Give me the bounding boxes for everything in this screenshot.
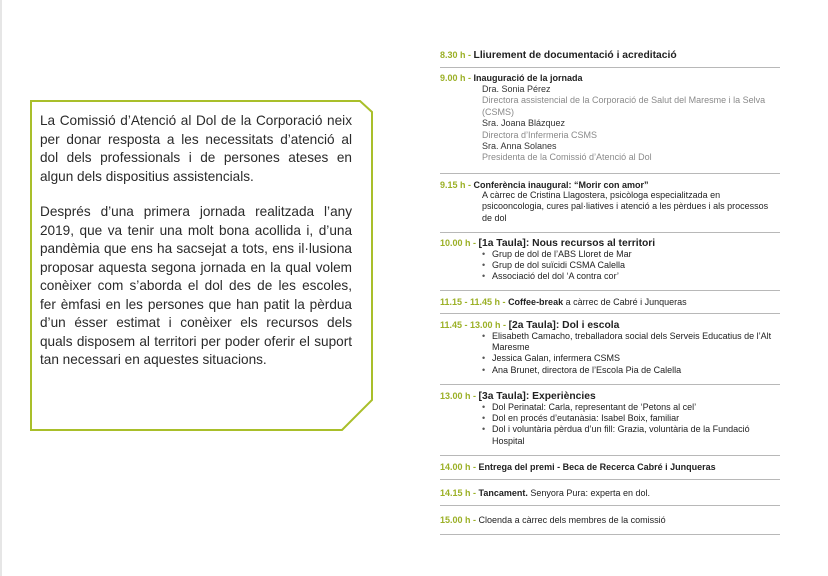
list-item: • Jessica Galan, infermera CSMS <box>440 353 780 364</box>
schedule-item-1000 <box>440 238 780 283</box>
time: 13.00 h - <box>440 391 477 401</box>
title: [3a Taula]: Experiències <box>478 391 596 402</box>
title: Coffee-break <box>508 297 564 307</box>
schedule-item-1115 <box>440 297 780 307</box>
title: Entrega del premi - Beca de Recerca Cabré i Junqueras <box>478 462 716 472</box>
time: 14.15 h - <box>440 488 477 498</box>
intro-text <box>40 112 352 387</box>
list-item: • Associació del dol ‘A contra cor’ <box>440 271 780 282</box>
divider <box>440 290 780 291</box>
schedule-item-1145 <box>440 320 780 376</box>
speaker-name: Dra. Sonia Pérez <box>482 84 551 94</box>
list-item: • Elisabeth Camacho, treballadora social dels Serveis Educatius de l’Alt Maresme <box>440 331 780 353</box>
title: Lliurement de documentació i acreditació <box>473 50 677 61</box>
divider <box>440 384 780 385</box>
divider <box>440 534 780 535</box>
schedule-item-0915 <box>440 180 780 224</box>
intro-box <box>30 100 370 430</box>
divider <box>440 232 780 233</box>
intro-paragraph-2: Després d’una primera jornada realitzada l’any 2019, que va tenir una molt bona acollida i, d’una pandèmia que ens ha sacsejat a tots, ens il·lusiona proposar aquesta segona jornada en la qual volem conèixer com s’aborda el dol des de les escoles, fer èmfasi en les persones que han patit la pèrdua d’un ésser estimat i conèixer els recursos dels quals disposem al territori per poder oferir el suport tan necessari en aquestes situacions. <box>40 204 352 367</box>
description: A càrrec de Cristina Llagostera, psicòloga especialitzada en psicooncologia, cures pal·liatives i atenció a les pèrdues i als processos de dol <box>482 190 769 223</box>
time: 10.00 h - <box>440 238 477 248</box>
schedule-item-1400 <box>440 462 780 472</box>
page-edge-line <box>0 0 2 576</box>
title: [2a Taula]: Dol i escola <box>508 320 620 331</box>
intro-paragraph-1: La Comissió d’Atenció al Dol de la Corporació neix per donar resposta a les necessitats d’atenció al dol dels professionals i de persones ateses en algun dels dispositius assistencials. <box>40 113 352 184</box>
time: 11.15 - 11.45 h - <box>440 297 506 307</box>
time: 15.00 h - <box>440 515 477 525</box>
list-item: • Dol Perinatal: Carla, representant de ‘Petons al cel’ <box>440 402 780 413</box>
detail: a càrrec de Cabré i Junqueras <box>563 297 687 307</box>
schedule-item-0900 <box>440 73 780 164</box>
speaker-role: Presidenta de la Comissió d’Atenció al Dol <box>482 152 652 163</box>
time: 9.00 h - <box>440 73 472 83</box>
list-item: • Dol en procés d’eutanàsia: Isabel Boix, familiar <box>440 413 780 424</box>
time: 8.30 h - <box>440 50 472 60</box>
speaker-name: Sra. Joana Blázquez <box>482 118 566 129</box>
schedule-item-0830 <box>440 50 780 61</box>
time: 11.45 - 13.00 h - <box>440 320 507 330</box>
time: 9.15 h - <box>440 180 472 190</box>
title: Inauguració de la jornada <box>473 73 583 83</box>
title: Tancament. <box>478 488 528 498</box>
list-item: • Grup de dol de l’ABS Lloret de Mar <box>440 249 780 260</box>
divider <box>440 505 780 506</box>
list-item: • Ana Brunet, directora de l’Escola Pia de Calella <box>440 365 780 376</box>
time: 14.00 h - <box>440 462 477 472</box>
divider <box>440 479 780 480</box>
divider <box>440 173 780 174</box>
list-item: • Grup de dol suïcidi CSMA Calella <box>440 260 780 271</box>
list-item: • Dol i voluntària pèrdua d’un fill: Grazia, voluntària de la Fundació Hospital <box>440 424 780 446</box>
schedule-item-1500 <box>440 515 780 525</box>
detail: Senyora Pura: experta en dol. <box>527 488 650 498</box>
title: [1a Taula]: Nous recursos al territori <box>478 238 656 249</box>
divider <box>440 313 780 314</box>
speaker-name: Sra. Anna Solanes <box>482 141 557 152</box>
divider <box>440 67 780 68</box>
speaker-role: Directora assistencial de la Corporació de Salut del Maresme i la Selva (CSMS) <box>482 95 766 117</box>
divider <box>440 455 780 456</box>
speaker-role: Directora d’Infermeria CSMS <box>482 129 598 140</box>
title: Conferència inaugural: “Morir con amor” <box>473 180 649 190</box>
schedule-item-1415 <box>440 488 780 498</box>
detail: Cloenda a càrrec dels membres de la comissió <box>478 515 666 525</box>
schedule-item-1300 <box>440 391 780 447</box>
